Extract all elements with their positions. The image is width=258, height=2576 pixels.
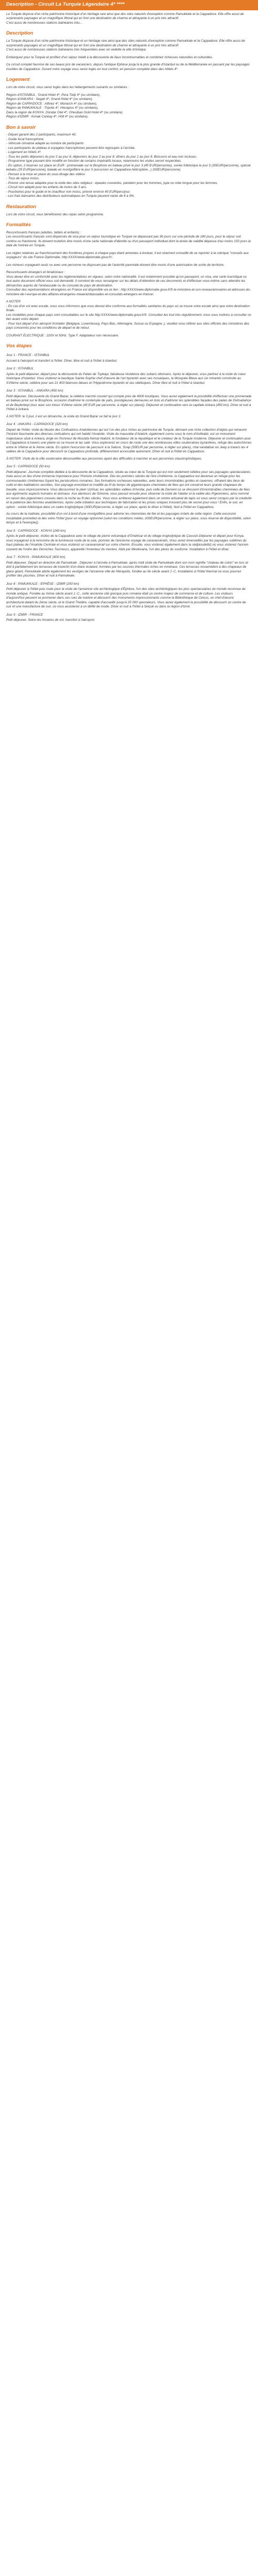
- info-line: - Véhicule climatisé adapté au nombre de participants.: [6, 142, 85, 146]
- day-note: Au cours de la matinée, possibilité d'un vol à bord d'une montgolfière pour admirer les cheminées de fée et les paysages irréels de cette région. Cette excursion inoubliable promettez-la dès votre l'hôtel (pour un voyage optionnel (selon les conditions météo, 200EUR/personne, à régler sur place, sous réserve de disponibilité, selon temps et à l'exemple)).: [6, 512, 251, 525]
- description-paragraph-2: Embarquez pour la Turquie et profitez d'un séjour inédit à la découverte de lieux incontournables et combinez richesses naturelles et culturelles.: [6, 55, 213, 59]
- itinerary-day: [6, 582, 252, 609]
- page-title: Description - Circuit La Turquie Légendaire 4* ****: [6, 2, 125, 7]
- info-line: - Prévoir une tenue adaptée pour la visite des sites religieux : épaules couvertes, pantalon pour les hommes, jupe ou robe longue pour les femmes.: [6, 181, 218, 185]
- itinerary-day: [6, 529, 252, 552]
- bon-a-savoir-heading: Bon à savoir: [6, 124, 36, 130]
- logement-item: Région d'IZMIR : Konak Cankay 4*, Hölt 4* (ou similaire).: [6, 115, 89, 119]
- day-note: À NOTER: Visite de la ville souterraine déconseillée aux personnes ayant des difficultés à marcher et aux personnes claustrophobiques.: [6, 456, 202, 461]
- info-line: - Circuit non adapté pour les enfants de moins de 3 ans.: [6, 185, 87, 190]
- itinerary-day: [6, 422, 252, 454]
- formalites-paragraph-2: Les règles relatives au franchissement des frontières propres à chaque pays étant amenées à évoluer, il est vivement conseillé de se reporter à la rubrique "conseils aux voyageurs" du site France Diplomatie, http:XXXX/www.diplomatie.gouv.fr/.: [6, 251, 249, 260]
- electric-info: COURANT ÉLECTRIQUE : 220V et 50Hz. Type F. Adaptateur non nécessaire.: [6, 333, 119, 337]
- itinerary-day: [6, 367, 252, 385]
- day-text: Départ de l'hôtel, visite du Musée des Civilisations Anatoliennes qui est l'un des plus riches au patrimoine de Turquie, dérivant une riche collection d'objets qui retracent l'histoire fascinante des diverses civilisations qui ont habité l'Anatolie. Visite du mausolée d'Atatürk, également connu sous le nom d'Anitkabir, est un monument majestueux situé à Ankara, érigé en l'honneur de Mustafa Kemal Atatürk, le fondateur de la république et le créateur de la Turquie moderne. Déjeuner et continuation pour la Cappadoce à travers une plaine où se trouve le lac salé. Vous explorerez en cours de route une des nombreuses villes souterraines byzantines, refuge des autochtones entre le VIIème et le Xème siècle. En option l'excursion de parcourir à la Saloon, Snap (55EUR par personne, à régler sur place), chai vandaliser en Jeep à travers les 4 vallées de la Cappadoce pour découvrir la Cappadoce profonde, différemment accessible autrement. Dîner et nuit à l'hôtel en Cappadoce.: [6, 428, 252, 454]
- description-paragraph-3: Ce circuit complet favorisé de ses beaux prix de vacanciers, depuis l'antique Ephèse jusqu'à la plus grande d'Istanbul ou de la Méditerranée en passant par les paysages insolites de Cappadoce. Durant votre voyage vous serez logés en tout confort, en pension complète dans des hôtels 4*.: [6, 63, 250, 71]
- day-note: À NOTER: le 3 jour, il est un dimanche, la visite du Grand Bazar se fait le jour 2.: [6, 414, 121, 418]
- etapes-heading: Vos étapes: [6, 343, 32, 349]
- info-line: - Guide local francophone.: [6, 137, 44, 141]
- logement-item: Région d'ANKARA : Segah 4*, Grand Hotel 4* (ou similaire),: [6, 97, 93, 101]
- logement-heading: Logement: [6, 77, 30, 83]
- info-line: - Pensez à la mise en place du sous-titrage des vidéos: [6, 172, 85, 176]
- itinerary-note: [6, 512, 252, 526]
- day-text: Petit déjeuner. Selon les horaires de vol, transfert à l'aéroport.: [6, 618, 95, 622]
- itinerary-day: [6, 353, 252, 363]
- intro-paragraph: La Turquie dispose d'un riche patrimoine historique d'un héritage rare ainsi que des sites naturels d'exception comme Pamukkale et la Cappadoce. Elle offre aussi de surprenants paysages et un magnifique littoral qui en font une destination de charme et attrayante à un prix très attractif. C'est aussi de nombreuses stations balnéaires très...: [6, 12, 244, 25]
- day-text: Petit déjeuner. Départ en direction de Pamukkale . Déjeuner à l'arrivée à Pamukkale, après midi visite de Pamukkale dont son nom signifie "chateau de coton" en turc et doit à parfaitement les terrasses de travertin d'un blanc éclatant, formées par les sources thermales riches en minéraux. Ces terrasses ressemblent à des chapeaux de glace géant, Pamukkale abrite également les vestiges de l'ancienne ville de Hiérapolis, fondée au IIe siècle avant J.-C. Installation à l'hôtel thermal où vous pourrez profiter des piscines. Dîner et nuit à Pamukkale.: [6, 561, 248, 578]
- itinerary: [6, 353, 252, 623]
- itinerary-day: [6, 613, 252, 623]
- description-heading: Description: [6, 30, 34, 37]
- main-content: [0, 10, 258, 630]
- day-title: Jour 1 : FRANCE - ISTANBUL: [6, 353, 50, 358]
- logement-intro: Lors de votre circuit, vous serez logés dans les hébergements suivants ou similaires :: [6, 86, 129, 90]
- day-title: Jour 6 : CAPPADOCE - KONYA (240 km): [6, 529, 66, 533]
- day-text: Petit déjeuner. Découverte du Grand Bazar, la célèbre marché couvert qui compte près de 4000 boutiques. Vous aurez également la possibilité d'effectuer une promenade en bateau privé sur le Bosphore, occasion d'admirer le contemple de yalis, prestigieuses demeures en bois et d'admirer les splendides façades des palais de Dolmabahçe et de Beylerbeyi (tour avec son trésor XVIème siècle (45 EUR par personne, à régler sur place)). Déjeuner et continuation vers la capitale Ankara (450 km). Dîner et nuit à l'hôtel à Ankara.: [6, 394, 252, 412]
- day-text: Après le petit-déjeuner, départ pour la découverte du Palais de Topkapi, fabuleuse résidence des sultans ottomans. Après le déjeuner, vous partirez à la visite du cœur historique d'Istanbul. Vous visiterez la basilique Sainte-Sophie chef d'œuvre de l'art byzantin avec ses mosaïques, la Mosquée Bleue aux six minarets construite au XVIIème siècle, célèbre pour ses 21 403 faïences bleues et l'Hippodrome byzantin et ses obélisques. Dîner libre et nuit à l'hôtel à Istanbul.: [6, 372, 246, 385]
- day-title: Jour 2 : ISTANBUL: [6, 367, 34, 371]
- day-title: Jour 4 : ANKARA - CAPPADOCE (320 km): [6, 422, 68, 427]
- logement-list: [6, 93, 252, 120]
- info-line: - Départ garanti dès 2 participants, maximum 40.: [6, 133, 77, 137]
- restauration-heading: Restauration: [6, 204, 37, 210]
- info-line: - Pourboires pour le guide et le chauffeur non inclus, prévoir environ 40 EUR/pers/jour.: [6, 190, 131, 194]
- logement-item: Région de PAMUKKALE : Tripolis 4*, Hierapius 4* (ou similaire),: [6, 106, 99, 110]
- bon-a-savoir-list: [6, 133, 252, 199]
- formalites-paragraph-3: Les mineurs voyageant seuls ou avec une personne ne disposant pas de l'autorité parentale doivent être munis d'une autorisation de sortie de territoire.: [6, 263, 224, 267]
- day-title: Jour 9 : IZMIR - FRANCE: [6, 613, 43, 617]
- info-line: - Les frais bancaires des distributeurs automatiques en Turquie peuvent varier de 6 à 9%.: [6, 194, 135, 198]
- itinerary-note: [6, 457, 252, 462]
- formalites-paragraph-4: Ressortissants étrangers et binationaux : Vous devez être en conformité avec les réglementations en vigueur, selon votre nationalité. Il est notamment possible qu'un passeport, un visa, une carte touristique ou tout autre document officiel vous soit demandé. Il convient de vous renseigner sur les délais d'obtention de ces documents et d'effectuer vous-même sans attendre les démarches auprès de l'ambassade ou du consulat du pays de destination. Consultez des représentations étrangères en France est disponible via ce lien : http:XXXX/www.diplomatie.gouv.fr/fr-le-ministere-et-son-reseau/annuaires-et-adresses-du-ministere-de-l-europe-et-des-affaires-etrangeres-meae/ambassades-et-consulats-etrangers-en-france/.: [6, 270, 251, 296]
- day-text: Petit-déjeuner. Journée complète dédiée à la découverte de la Cappadoce, située au cœur de la Turquie qui est non seulement célèbre pour ses paysages spectaculaires mais aussi un lieu d'une immense importance pour l'histoire chrétienne. Dès les premiers siècles de l'ère chrétienne, la Cappadoce est devenue un refuge pour les communautés chrétiennes fuyant les persécutions romaines. Ses formations rocheuses naturelles, avec leurs innombrables grottes et cavernes, offraient des lieux de culte et des habitations secrètes. Son paysage envoûtant et modifié au fil du temps de gigantesques cheminées de fées qui ont conservé leurs grands chapeaux de basalte, vous impressionnera. Vous découvrirez le plein Uçhisar, les splendides vallées d'Avcilar, puis celle de Dervent où se dressent d'innombrables cheminées de fées aux agréments aspects humains et animaux. Aux alentours de Göreme, vous passez ensuite pour observer la visite de l'atelier et la vallée des Pigeonniers, ainsi nommé en raison des pigeonniers creusés dans la roche au fil des siècles. Vous vous arrêterez également dans un centre artisanal de tapis où vous serez conquis par la créativité et la patience des femmes anatoliennes. Après cette initiation aux techniques de fabrication et les prises uniques trouvant plus de secret pour vous ! Enfin, le soir, en option : soirée folklorique dans un cadre troglodytique (30EUR/personne, à régler sur place, après le dîner à l'hôtel). Nuit à l'hôtel en Cappadoce.: [6, 470, 252, 509]
- logement-item: Région d'ISTANBUL : Grand Hotel 4*, Pera Tulip 4* (ou similaire),: [6, 93, 101, 97]
- day-text: Accueil à l'aéroport et transfert à l'hôtel. Dîner, libre et nuit à l'hôtel à Istanbul.: [6, 359, 118, 363]
- info-line: - Programme type pouvant être modifié en fonction de certains impératifs locaux, néanmoins les visites seront respectées.: [6, 159, 182, 163]
- formalites-heading: Formalités: [6, 222, 31, 228]
- nota-label: A NOTER: [6, 300, 21, 304]
- logement-item: Dans la région de KONYA: Dündar Otel 4*, Ohesiban Gold Hotel 4* (ou similaire): [6, 110, 123, 114]
- formalites-paragraph-5: - En cas d'un voi avec escale, nous vous informons que vous devrez être conforme aux formalités sanitaires du pays où se trouve votre escale ainsi que votre destination finale. Les modalités pour chaque pays sont consultables sur le site http:XXXX/www.diplomatie.gouv.fr/fr. Consultez-les tout très régulièrement, nous vous invitons à consulter ce lien avant votre départ. - Pour tout départ d'un aéroport frontalier (Belgique, Luxembourg, Pays-Bas, Allemagne, Suisse ou Espagne..), veuillez vous référer aux sites officiels des ministères des pays concernés pour les conditions de départ et de retour.: [6, 304, 251, 330]
- logement-item: Région de CAPPADOCE : Alfinez 4*, Monarch 4* (ou similaire),: [6, 101, 98, 106]
- itinerary-day: [6, 389, 252, 412]
- itinerary-day: [6, 555, 252, 579]
- formalites-paragraph-1: Ressortissants français (adultes, bébés et enfants) : Les ressortissants français sont dispensés de visa pour un séjour touristique en Turquie ne dépassant pas 90 jours sur une période de 180 jours, pour le séjour soit continu ou fractionné. Ils doivent toutefois être munis d'une carte nationale d'identité ou d'un passeport individuel dont la durée de validité dépasse d'au moins 150 jours la date de l'entrée en Turquie.: [6, 230, 251, 248]
- info-line: - Logement en hôtels 4*.: [6, 150, 42, 155]
- day-title: Jour 5 : CAPPADOCE (50 km): [6, 465, 50, 469]
- day-title: Jour 3 : ISTANBUL - ANKARA (450 km): [6, 389, 63, 393]
- itinerary-day: [6, 465, 252, 510]
- restauration-text: Lors de votre circuit, vous bénéficierez des repas selon programme.: [6, 212, 104, 216]
- description-paragraph-1: La Turquie dispose d'un riche patrimoine historique et un héritage rare ainsi que des sites naturels d'exception comme Pamukkale et la Cappadoce. Elle offre aussi de surprenants paysages et un magnifique littoral qui en font une destination de charme et attrayante à un prix très attractif. C'est aussi de nombreuses stations balnéaires très fréquentées avec en vedette la ville d'Antalya.: [6, 39, 245, 52]
- info-line: - En option, il réserver sur place en EUR : promenade sur le Bosphore en bateau privé le jour 3 (45 EUR/personne), soirée folklorique le jour 5 (30EUR/personne), spécial kebabs (35 EUR/personne), balade en montgolfière le jour 5 (excursion en Cappadoce-hélicoptère...) 200EUR/personne).: [6, 163, 251, 172]
- day-title: Jour 8 : PAMUKKALE - EPHÈSE - IZMIR (250 km): [6, 582, 79, 586]
- itinerary-note: [6, 415, 252, 419]
- info-line: - Tous les petits déjeuners du jour 2 au jour 8, déjeuners du jour 2 au jour 8, dîners du jour 1 au jour 8. Boissons et eau non incluses.: [6, 155, 197, 159]
- day-text: Petit déjeuner à l'hôtel puis route pour la visite de l'ancienne site archéologique d'Éphèse, l'un des sites archéologiques les plus spectaculaires du monde reconnue de monde antique. Fondée au Xème siècle avant J.-C., cette ancienne cité grecque puis romaine était un centre majeur de commerce et de culture. Les visiteurs d'aujourd'hui peuvent se promener dans ses rues de marbre et découvrir des monuments impressionnants comme la Bibliothèque de Celsus, un chef-d'œuvre architectural datant du 2ème siècle, et le Grand Théâtre, capable d'accueillir jusqu'à 25 000 spectateurs. Vous aurez également la possibilité de découvrir un centre de cuir et une manufacture de cuir, où vous assisterez à un défilé de mode. Dîner et nuit à l'hôtel à Selçuk ou dans la région d'Izmir.: [6, 587, 246, 609]
- page-header: [0, 0, 258, 10]
- day-text: Après le petit-déjeuner, visites de la Cappadoce avec le village de pierre volcanique d'Ortahisar et du village troglodytique de Çavusin.Déjeuner et départ pour Konya, vous voyagerez à la rencontre de la lumineuse route de la soie, pionnier de l'ancienne voyage de caravansérails. Vous serez émerveillés par les paysages sublimes du haut plateau de l'Anatolie Centrale et vous visiterez un caravansérail sur votre chemin. Ensuite, vous visiterez également dans la sédplusdetbi) où vous visiterez l'ancien couvent de l'ordre des Derviches Tourneurs, appareille l'inventeur du mevlevi, Abbi par Mevlevana, l'un des pères du soufisme. Installation à l'hôtel et dîner.: [6, 534, 249, 551]
- info-line: - Les participants du plateau à voyagées francophones peuvent être regroupés à l'arrivée.: [6, 146, 136, 150]
- day-title: Jour 7 : KONYA - PAMUKKALE (400 km): [6, 555, 66, 560]
- info-line: - Tous de séjour inclus.: [6, 177, 40, 181]
